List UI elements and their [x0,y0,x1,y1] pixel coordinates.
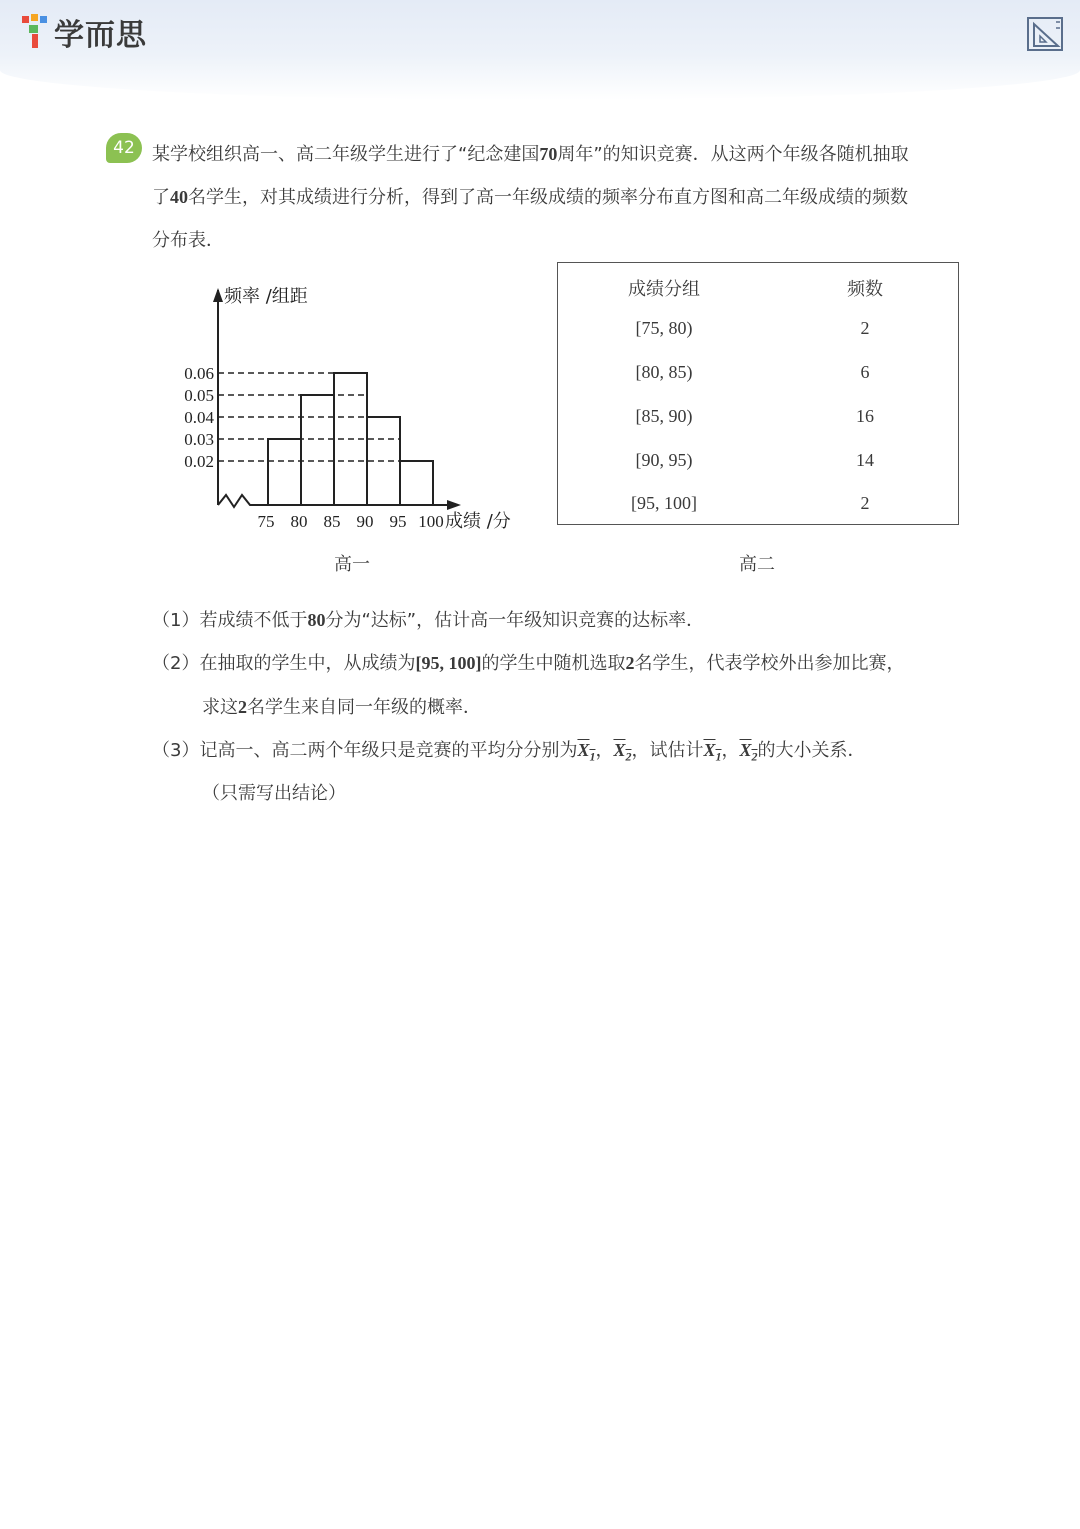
table-header-row [558,275,958,305]
table-cell-count: 16 [856,406,874,426]
table-cell-count: 6 [860,362,870,382]
header-band [0,0,1080,100]
sub-question-1 [152,609,704,632]
mean-x2: $X_2$ [613,740,632,764]
sub-question-text: 记高一、高二两个年级只是竞赛的平均分分别为 [199,740,578,761]
x-tick-label: 85 [323,512,341,530]
sub-question-3 [152,739,866,768]
intro-number: 40 [170,187,188,207]
y-axis-label: 频率 /组距 [224,286,308,307]
y-tick-label: 0.04 [184,408,214,427]
intro-line-1 [152,143,909,166]
table-row [558,493,958,523]
table-row [558,318,958,348]
table-cell-group: [90, 95) [635,450,693,470]
histogram-bar [301,395,334,505]
brand-logo [20,10,147,54]
intro-number: 70 [539,144,558,164]
question-number-badge: 42 [106,133,142,163]
sub-question-number: 80 [307,610,326,630]
sub-question-text: 在抽取的学生中，从成绩为 [199,653,416,674]
sub-question-text: 若成绩不低于 [199,610,308,631]
separator: ， [721,740,740,761]
table-row [558,450,958,480]
sub-question-text: 的大小关系． [757,740,866,761]
sub-question-text: 的学生中随机选取 [481,653,626,674]
table-header-group: 成绩分组 [628,279,700,300]
intro-line-3: 分布表． [152,230,224,251]
x-axis-arrow-icon [447,500,461,510]
table-cell-group: [95, 100] [631,493,697,513]
separator: ， [595,740,614,761]
sub-question-number: [95, 100] [415,653,482,673]
ruler-triangle-icon [1026,16,1066,52]
sub-question-2-line-2 [202,696,481,719]
frequency-table [557,262,959,525]
y-tick-label: 0.06 [184,364,214,383]
y-tick-label: 0.02 [184,452,214,471]
table-caption: 高二 [739,554,775,575]
sub-question-text: 分为“达标”，估计高一年级知识竞赛的达标率． [325,610,705,631]
table-cell-group: [80, 85) [635,362,693,382]
sub-question-text: 名学生来自同一年级的概率． [247,697,481,718]
sub-question-2 [152,652,904,675]
mean-x2: $X_2$ [739,740,758,764]
histogram-bar [400,461,433,505]
sub-question-label: （2） [152,653,200,674]
histogram-caption: 高一 [334,554,370,575]
histogram-svg [168,280,538,530]
y-tick-label: 0.03 [184,430,214,449]
sub-question-text: ，试估计 [631,740,704,761]
table-cell-count: 2 [860,493,870,513]
x-tick-label: 80 [290,512,308,530]
table-cell-count: 14 [856,450,874,470]
sub-question-3-line-2: （只需写出结论） [202,783,346,804]
table-cell-group: [75, 80) [635,318,693,338]
x-tick-label: 90 [356,512,374,530]
sub-question-label: （3） [152,740,200,761]
intro-text: 某学校组织高一、高二年级学生进行了“纪念建国 [152,144,540,165]
sub-question-label: （1） [152,610,200,631]
x-tick-label: 100 [418,512,444,530]
sub-question-text: 求这 [202,697,238,718]
mean-x1: $X_1$ [703,740,722,764]
table-row [558,406,958,436]
table-row [558,362,958,392]
logo-mark-icon [20,12,50,52]
sub-question-number: 2 [625,653,635,673]
intro-text: 周年”的知识竞赛．从这两个年级各随机抽取 [557,144,909,165]
table-cell-group: [85, 90) [635,406,693,426]
intro-line-2 [152,186,908,209]
table-cell-count: 2 [860,318,870,338]
y-axis-arrow-icon [213,288,223,302]
sub-question-text: 名学生，代表学校外出参加比赛， [634,653,905,674]
sub-question-number: 2 [238,697,247,717]
x-tick-label: 75 [257,512,275,530]
x-tick-label: 95 [389,512,407,530]
mean-x1: $X_1$ [577,740,596,764]
intro-text: 名学生，对其成绩进行分析，得到了高一年级成绩的频率分布直方图和高二年级成绩的频数 [188,187,908,208]
brand-text: 学而思 [54,18,147,53]
table-header-count: 频数 [847,279,883,300]
intro-text: 了 [152,187,170,208]
x-axis-label: 成绩 /分 [445,511,511,530]
histogram-chart [168,280,538,530]
histogram-bar [268,439,301,505]
y-tick-label: 0.05 [184,386,214,405]
